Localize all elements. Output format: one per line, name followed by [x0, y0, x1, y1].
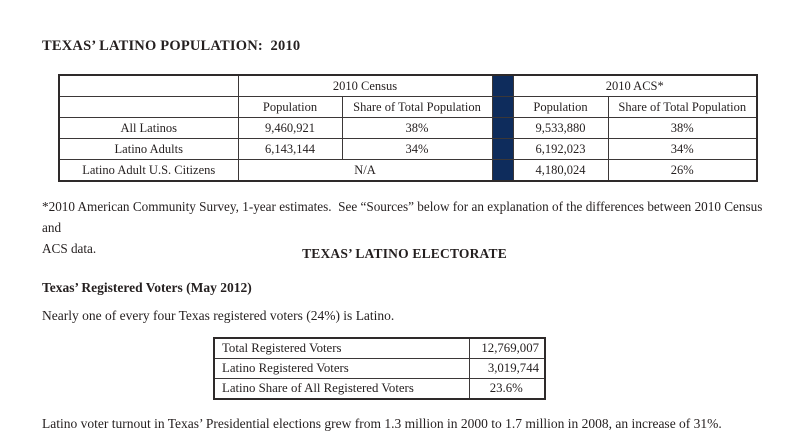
population-table — [58, 74, 758, 182]
census-group-header: 2010 Census — [238, 75, 492, 97]
navy-separator-column — [492, 160, 513, 182]
table-row — [59, 160, 757, 182]
table-row — [214, 359, 545, 379]
table-cell: 38% — [608, 118, 757, 139]
column-header: Share of Total Population — [608, 97, 757, 118]
table-cell: 38% — [342, 118, 492, 139]
row-label: Latino Adults — [59, 139, 238, 160]
table-row — [59, 75, 757, 97]
navy-separator-column — [492, 139, 513, 160]
table-cell: 12,769,007 — [469, 338, 545, 359]
table-cell: 6,192,023 — [513, 139, 608, 160]
footnote-line: *2010 American Community Survey, 1-year estimates. See “Sources” below for an explanation of the differences between 2010 Census and — [42, 199, 763, 235]
column-header: Population — [513, 97, 608, 118]
table-row — [214, 379, 545, 400]
table-cell: 9,460,921 — [238, 118, 342, 139]
navy-separator-column — [492, 75, 513, 97]
table-cell: 4,180,024 — [513, 160, 608, 182]
table-row — [59, 139, 757, 160]
table-cell: 6,143,144 — [238, 139, 342, 160]
page-title: TEXAS’ LATINO POPULATION: 2010 — [42, 38, 301, 54]
section-heading: TEXAS’ LATINO ELECTORATE — [302, 246, 507, 261]
table-cell: N/A — [238, 160, 492, 182]
column-header: Share of Total Population — [342, 97, 492, 118]
registered-voters-table — [213, 337, 546, 400]
table-cell: 34% — [342, 139, 492, 160]
intro-paragraph: Nearly one of every four Texas registered voters (24%) is Latino. — [42, 308, 395, 323]
table-cell: 26% — [608, 160, 757, 182]
closing-paragraph: Latino voter turnout in Texas’ Presidential elections grew from 1.3 million in 2000 to 1.7 million in 2008, an increase of 31%. — [42, 416, 722, 431]
navy-separator-column — [492, 118, 513, 139]
table-cell-empty — [59, 75, 238, 97]
table-row — [59, 118, 757, 139]
row-label: All Latinos — [59, 118, 238, 139]
column-header: Population — [238, 97, 342, 118]
table-cell: 23.6% — [469, 379, 545, 400]
sub-heading: Texas’ Registered Voters (May 2012) — [42, 280, 252, 295]
table-cell: 3,019,744 — [469, 359, 545, 379]
acs-group-header: 2010 ACS* — [513, 75, 757, 97]
row-label: Latino Registered Voters — [214, 359, 469, 379]
table-row — [214, 338, 545, 359]
table-cell: 34% — [608, 139, 757, 160]
row-label: Latino Adult U.S. Citizens — [59, 160, 238, 182]
navy-separator-column — [492, 97, 513, 118]
footnote-line: ACS data. — [42, 241, 97, 256]
table-row — [59, 97, 757, 118]
row-label: Total Registered Voters — [214, 338, 469, 359]
table-cell: 9,533,880 — [513, 118, 608, 139]
row-label: Latino Share of All Registered Voters — [214, 379, 469, 400]
table-cell-empty — [59, 97, 238, 118]
